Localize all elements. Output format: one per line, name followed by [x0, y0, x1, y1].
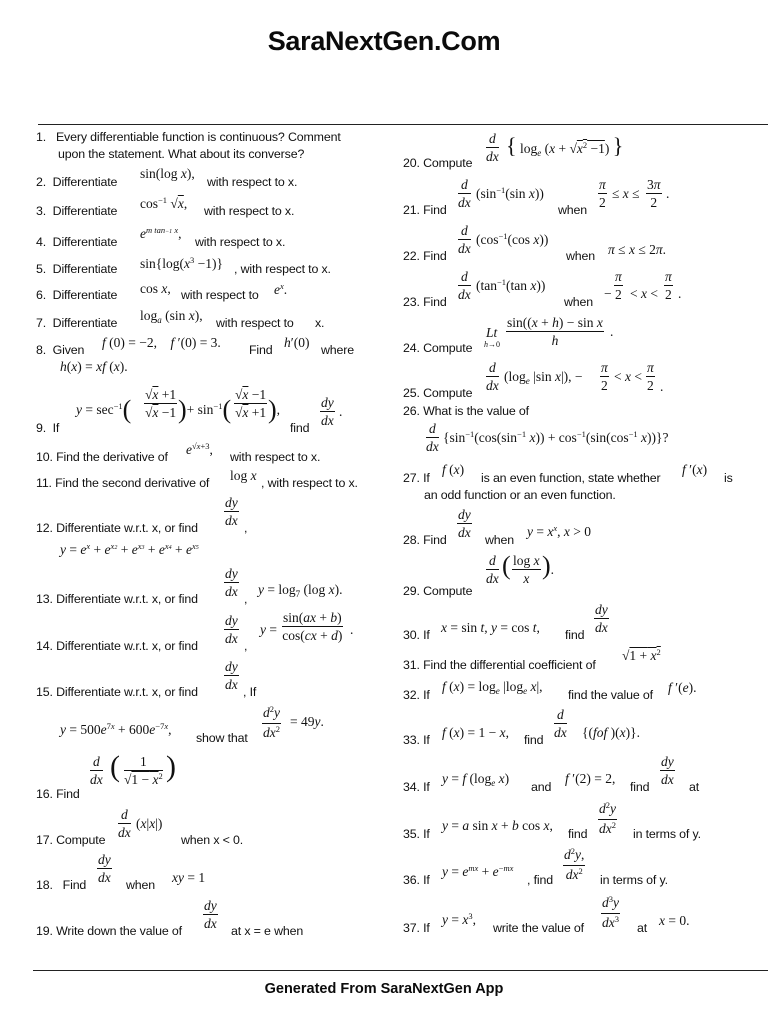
- math-expression: x = sin t, y = cos t,: [441, 620, 540, 635]
- question-16: 16. Find: [36, 787, 80, 801]
- math-fraction: $\frac{dy}{dx}$: [458, 507, 471, 540]
- question-36: 36. If: [403, 873, 430, 887]
- question-8-tail: where: [321, 343, 354, 357]
- question-33-find: find: [524, 733, 544, 747]
- math-expression: < x <: [614, 369, 642, 384]
- math-fraction: $\frac{d}{dx}$: [458, 177, 471, 210]
- math-expression: y = f ($\log_e$ x): [442, 771, 510, 788]
- math-expression: ($\cos^{-1}(\cos$ x)): [476, 231, 549, 247]
- question-13-tail: ,: [244, 592, 248, 606]
- math-expression: $y = \sec^{-1}$(: [76, 395, 132, 424]
- question-text: Every differentiable function is continuous? Comment: [55, 130, 341, 144]
- question-19-tail: at x = e when: [231, 924, 304, 938]
- question-18: 18. Find: [36, 878, 87, 892]
- math-expression: h(x) = xf (x).: [60, 359, 128, 374]
- math-expression: −: [604, 286, 612, 301]
- question-35: 35. If: [403, 827, 430, 841]
- footer-text: Generated From SaraNextGen App: [264, 981, 504, 997]
- math-expression: (: [502, 551, 511, 580]
- math-expression: ($\tan^{-1}(\tan$ x)): [476, 277, 546, 293]
- math-fraction: $\frac{\text{log x}}{x}$: [513, 553, 540, 586]
- math-expression: h→0: [484, 340, 500, 349]
- question-1: [36, 130, 341, 145]
- math-expression: < x <: [630, 286, 658, 301]
- math-expression: xy = 1: [172, 870, 206, 885]
- math-expression: { $\log_e (x + √x^2 -1)$ }: [506, 133, 624, 158]
- question-28-tail: when: [485, 533, 515, 547]
- math-fraction: $\frac{\sin(ax + b)}{\cos(cx + d)}$: [282, 610, 343, 643]
- question-34-at: at: [689, 780, 700, 794]
- question-34-find: find: [630, 780, 650, 794]
- question-4-tail: with respect to x.: [195, 235, 286, 249]
- question-11-tail: , with respect to x.: [261, 476, 358, 490]
- math-expression: {(fof )(x)}.: [582, 725, 640, 740]
- question-2: 2. Differentiate: [36, 175, 118, 189]
- math-expression: ≤ x ≤: [612, 186, 640, 201]
- math-fraction: $\frac{d}{dx}$: [458, 223, 471, 256]
- math-expression: = 49y.: [290, 714, 324, 729]
- question-12-tail: ,: [244, 521, 248, 535]
- math-expression: log x: [230, 468, 257, 483]
- question-1-line2: [58, 147, 304, 162]
- question-20: 20. Compute: [403, 156, 473, 170]
- question-32: 32. If: [403, 688, 430, 702]
- question-21-tail: when: [558, 203, 588, 217]
- question-34: 34. If: [403, 780, 430, 794]
- question-21: 21. Find: [403, 203, 447, 217]
- question-7-tail2: x.: [315, 316, 325, 330]
- math-expression: $y = e^{mx} + e^{-mx}$: [442, 863, 514, 879]
- question-9-find: find: [290, 421, 310, 435]
- math-fraction: $\frac{d^2y}{dx^2}$: [599, 800, 616, 836]
- site-title: SaraNextGen.Com: [267, 26, 501, 56]
- question-27: 27. If: [403, 471, 430, 485]
- math-expression: f (x) = 1 − x,: [442, 725, 509, 740]
- question-22: 22. Find: [403, 249, 447, 263]
- math-fraction: $\frac{d}{dx}$: [486, 553, 499, 586]
- math-fraction: $\frac{d^2y,}{dx^2}$: [564, 846, 585, 882]
- question-9: 9. If: [36, 421, 60, 435]
- math-expression: $√1 + x^2$: [622, 647, 661, 663]
- top-divider: [38, 124, 768, 125]
- question-17-tail: when x < 0.: [181, 833, 244, 847]
- question-3: 3. Differentiate: [36, 204, 118, 218]
- math-expression: sin(log x),: [140, 166, 195, 181]
- question-25: 25. Compute: [403, 386, 473, 400]
- math-fraction: $\frac{dy}{dx}$: [225, 613, 238, 646]
- math-expression: ),: [268, 395, 281, 424]
- math-fraction: $\frac{\pi}{2}$: [647, 360, 654, 393]
- math-expression: ): [166, 750, 176, 783]
- math-expression: f (0) = −2, f ′(0) = 3.: [102, 335, 221, 350]
- question-32-tail: find the value of: [568, 688, 653, 702]
- math-expression: $e^{√x+3}$,: [186, 441, 213, 457]
- math-expression: h′(0): [284, 335, 310, 350]
- math-expression: f ′(x): [682, 462, 708, 477]
- question-27-mid: is an even function, state whether: [481, 471, 661, 485]
- question-18-tail: when: [126, 878, 156, 892]
- math-expression: .: [610, 324, 614, 339]
- question-10-tail: with respect to x.: [230, 450, 321, 464]
- question-30: 30. If: [403, 628, 430, 642]
- math-fraction: $\frac{1}{√1 - x^2}$: [124, 754, 163, 787]
- question-33: 33. If: [403, 733, 430, 747]
- math-fraction: $\frac{d^2y}{dx^2}$: [263, 704, 280, 740]
- math-expression: $y = x^3$,: [442, 911, 476, 927]
- math-expression: $\cos^{-1} √x$,: [140, 195, 188, 211]
- math-expression: f ′(e).: [668, 680, 697, 695]
- math-expression: x = 0.: [659, 913, 690, 928]
- question-37: 37. If: [403, 921, 430, 935]
- question-28: 28. Find: [403, 533, 447, 547]
- math-expression: (: [110, 750, 120, 783]
- math-fraction: $\frac{d}{dx}$: [486, 360, 499, 393]
- math-fraction: $\frac{3\pi}{2}$: [647, 177, 661, 210]
- question-number: 1.: [36, 130, 47, 144]
- question-37-at: at: [637, 921, 648, 935]
- math-fraction: $\frac{\text{sin((x + h) − sin x}}{h}$: [507, 315, 603, 348]
- math-expression: .: [339, 404, 343, 419]
- question-15: 15. Differentiate w.r.t. x, or find: [36, 685, 198, 699]
- question-36-find: , find: [527, 873, 553, 887]
- question-6-tail: with respect to: [181, 288, 259, 302]
- math-fraction: $\frac{d^3y}{dx^3}$: [602, 894, 619, 930]
- question-15-show: show that: [196, 731, 248, 745]
- question-11: 11. Find the second derivative of: [36, 476, 210, 490]
- math-fraction: $\frac{\pi}{2}$: [665, 269, 672, 302]
- question-15-tail: , If: [243, 685, 257, 699]
- math-fraction: $\frac{\pi}{2}$: [599, 177, 606, 210]
- question-8: 8. Given: [36, 343, 85, 357]
- question-6: 6. Differentiate: [36, 288, 118, 302]
- question-8-find: Find: [249, 343, 273, 357]
- question-10: 10. Find the derivative of: [36, 450, 168, 464]
- question-30-find: find: [565, 628, 585, 642]
- math-expression: .: [350, 622, 354, 637]
- question-23: 23. Find: [403, 295, 447, 309]
- math-fraction: $\frac{dy}{dx}$: [225, 566, 238, 599]
- math-expression: )+ $\sin^{-1}$(: [178, 395, 232, 424]
- question-26: 26. What is the value of: [403, 404, 529, 418]
- math-fraction: $\frac{d}{dx}$: [426, 421, 439, 454]
- math-fraction: $\frac{d}{dx}$: [554, 707, 567, 740]
- math-fraction: $\frac{√x +1}{√x -1}$: [145, 387, 177, 420]
- math-fraction: $\frac{dy}{dx}$: [98, 852, 111, 885]
- math-expression: $e^x$.: [274, 281, 288, 297]
- math-fraction: $\frac{\pi}{2}$: [615, 269, 622, 302]
- math-fraction: $\frac{\pi}{2}$: [601, 360, 608, 393]
- math-expression: Lt: [486, 325, 498, 340]
- math-fraction: $\frac{dy}{dx}$: [225, 659, 238, 692]
- question-14-tail: ,: [244, 639, 248, 653]
- math-expression: ($\sin^{-1}(\sin$ x)): [476, 185, 544, 201]
- math-expression: .: [678, 286, 682, 301]
- math-fraction: $\frac{d}{dx}$: [458, 269, 471, 302]
- question-35-tail: in terms of y.: [633, 827, 701, 841]
- question-2-tail: with respect to x.: [207, 175, 298, 189]
- math-fraction: $\frac{d}{dx}$: [486, 131, 499, 164]
- question-24: 24. Compute: [403, 341, 473, 355]
- math-expression: .: [666, 186, 670, 201]
- question-31: 31. Find the differential coefficient of: [403, 658, 596, 672]
- question-4: 4. Differentiate: [36, 235, 118, 249]
- question-37-tail: write the value of: [493, 921, 584, 935]
- math-expression: f ′(2) = 2,: [565, 771, 616, 786]
- math-fraction: $\frac{dy}{dx}$: [661, 754, 674, 787]
- question-7-tail: with respect to: [216, 316, 294, 330]
- question-13: 13. Differentiate w.r.t. x, or find: [36, 592, 198, 606]
- math-expression: (x|x|): [136, 816, 163, 831]
- question-5: 5. Differentiate: [36, 262, 118, 276]
- math-expression: π ≤ x ≤ 2π.: [608, 242, 666, 257]
- math-fraction: $\frac{dy}{dx}$: [321, 395, 334, 428]
- math-expression: ).: [542, 551, 555, 580]
- question-14: 14. Differentiate w.r.t. x, or find: [36, 639, 198, 653]
- question-12: 12. Differentiate w.r.t. x, or find: [36, 521, 198, 535]
- question-35-find: find: [568, 827, 588, 841]
- question-29: 29. Compute: [403, 584, 473, 598]
- question-3-tail: with respect to x.: [204, 204, 295, 218]
- math-expression: cos x,: [140, 281, 171, 296]
- math-expression: f $(x) = \log_e |\log_e$ x|,: [442, 679, 543, 696]
- math-fraction: $\frac{d}{dx}$: [90, 754, 103, 787]
- math-expression: .: [660, 379, 664, 394]
- question-23-tail: when: [564, 295, 594, 309]
- math-fraction: $\frac{√x -1}{√x +1}$: [235, 387, 267, 420]
- math-expression: y =: [260, 622, 277, 637]
- math-expression: ($\log_e$ |sin x|), −: [504, 369, 583, 386]
- math-expression: {$\sin^{-1}(\cos(\sin^{-1}$ $x)) + \cos^{-1}(\sin(\cos^{-1}$ x))}?: [443, 429, 669, 445]
- math-fraction: $\frac{d}{dx}$: [118, 807, 131, 840]
- question-19: 19. Write down the value of: [36, 924, 182, 938]
- question-7: 7. Differentiate: [36, 316, 118, 330]
- math-fraction: $\frac{dy}{dx}$: [595, 602, 608, 635]
- question-22-tail: when: [566, 249, 596, 263]
- question-27-tail: is: [724, 471, 733, 485]
- question-text: upon the statement. What about its converse?: [58, 147, 305, 161]
- math-expression: $\sin\{\log(x^3 -1)\}$: [140, 255, 223, 271]
- math-expression: $y = \log_7 (\log$ x).: [258, 582, 343, 599]
- question-27-line2: an odd function or an even function.: [424, 488, 616, 502]
- math-expression: $y = x^x$, x > 0: [527, 523, 592, 539]
- question-17: 17. Compute: [36, 833, 106, 847]
- question-5-tail: , with respect to x.: [234, 262, 331, 276]
- math-expression: y = a sin x + b cos x,: [442, 818, 553, 833]
- question-34-and: and: [531, 780, 552, 794]
- math-expression: $y = 500e^{7x} + 600e^{-7x}$,: [60, 721, 172, 737]
- question-36-tail: in terms of y.: [600, 873, 668, 887]
- math-fraction: $\frac{dy}{dx}$: [204, 898, 217, 931]
- math-fraction: $\frac{dy}{dx}$: [225, 495, 238, 528]
- math-expression: $\log_a (\sin$ x),: [140, 308, 203, 325]
- math-expression: $e^{m tan-1 x}$,: [140, 225, 182, 241]
- bottom-divider: [33, 970, 768, 971]
- math-expression: $y = e^x + e^{x2} + e^{x3} + e^{x4} + e^{x5}$: [60, 541, 199, 557]
- math-expression: f (x): [442, 462, 465, 477]
